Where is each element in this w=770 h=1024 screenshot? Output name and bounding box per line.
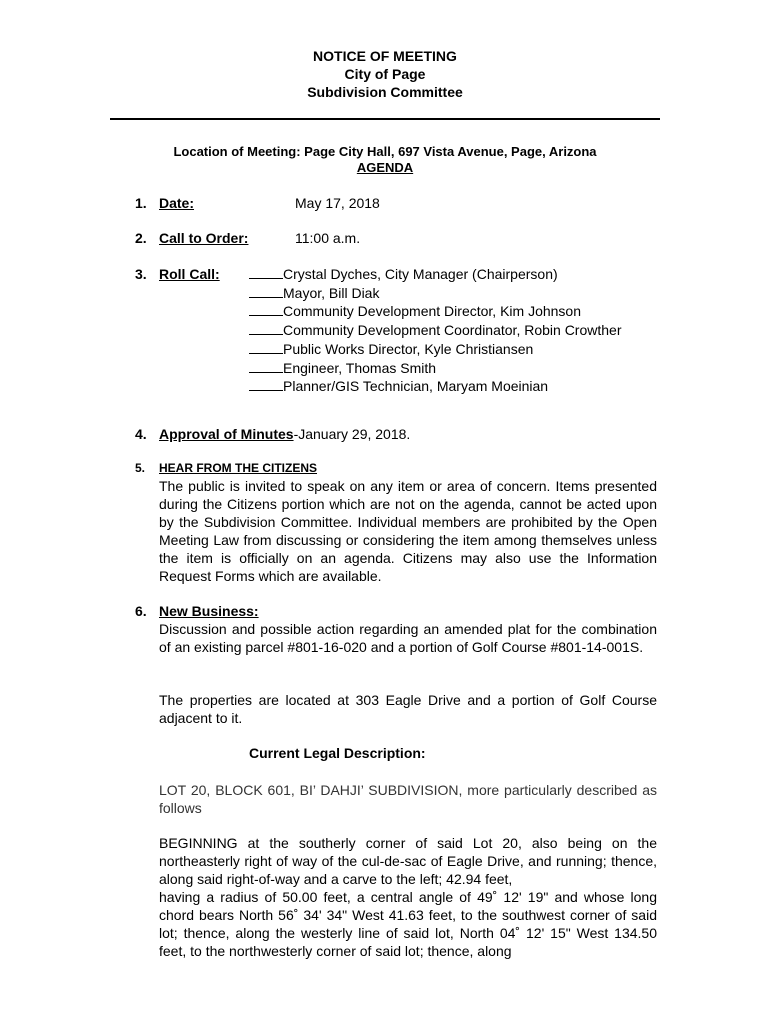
agenda-item-call-to-order <box>135 229 248 247</box>
attendance-blank <box>249 284 283 298</box>
legal-description-part-2: having a radius of 50.00 feet, a central angle of 49˚ 12' 19" and whose long chord bears North 56˚ 34' 34" West 41.63 feet, to the southwest corner of said lot; thence, along the westerly line of said lot, North 04˚ 12' 15" West 134.50 feet, to the northwesterly corner of said lot; thence, along <box>159 889 657 959</box>
minutes-date: -January 29, 2018. <box>293 426 411 442</box>
item-number: 2. <box>135 230 147 246</box>
item-label: HEAR FROM THE CITIZENS <box>159 461 317 475</box>
committee-name: Subdivision Committee <box>307 84 463 100</box>
notice-title: NOTICE OF MEETING <box>313 48 457 64</box>
attendance-blank <box>249 302 283 316</box>
item-number: 5. <box>135 461 146 475</box>
attendance-blank <box>249 321 283 335</box>
roll-call-list <box>249 265 621 396</box>
roll-call-member: Engineer, Thomas Smith <box>249 359 621 378</box>
item-number: 1. <box>135 195 147 211</box>
agenda-item-roll-call <box>135 265 220 283</box>
legal-description-part-1: BEGINNING at the southerly corner of said Lot 20, also being on the northeasterly right of way of the cul-de-sac of Eagle Drive, and running; thence, along said right-of-way and a carve to the left; 42.94 feet, <box>159 835 657 887</box>
roll-call-member: Mayor, Bill Diak <box>249 284 621 303</box>
roll-call-member: Planner/GIS Technician, Maryam Moeinian <box>249 377 621 396</box>
meeting-header <box>0 47 770 101</box>
item-label: Call to Order: <box>159 230 249 246</box>
new-business-paragraph: Discussion and possible action regarding an amended plat for the combination of an existing parcel #801-16-020 and a portion of Golf Course #801-14-001S. <box>159 621 657 655</box>
item-label: Roll Call: <box>159 266 220 282</box>
citizens-paragraph: The public is invited to speak on any item or area of concern. Items presented during the Citizens portion which are not on the agenda, cannot be acted upon by the Subdivision Committee. Individual members are prohibited by the Open Meeting Law from discussing or considering the item among themselves unless the item is officially on an agenda. Citizens may also use the Information Request Forms which are available. <box>159 478 657 584</box>
legal-description-heading: Current Legal Description: <box>249 745 426 761</box>
agenda-item-minutes <box>135 425 410 443</box>
roll-call-member: Public Works Director, Kyle Christiansen <box>249 340 621 359</box>
agenda-item-hear-citizens <box>135 461 317 475</box>
agenda-item-date <box>135 194 194 212</box>
location-text: Location of Meeting: Page City Hall, 697 Vista Avenue, Page, Arizona <box>173 144 597 159</box>
attendance-blank <box>249 265 283 279</box>
attendance-blank <box>249 340 283 354</box>
roll-call-member: Crystal Dyches, City Manager (Chairperson) <box>249 265 621 284</box>
item-number: 6. <box>135 603 147 619</box>
agenda-title: AGENDA <box>356 160 414 175</box>
item-label: Date: <box>159 195 195 211</box>
item-number: 3. <box>135 266 147 282</box>
item-label: New Business: <box>159 603 259 619</box>
attendance-blank <box>249 377 283 391</box>
agenda-item-new-business <box>135 602 259 620</box>
attendance-blank <box>249 359 283 373</box>
roll-call-member: Community Development Coordinator, Robin Crowther <box>249 321 621 340</box>
date-value: May 17, 2018 <box>295 195 380 211</box>
city-name: City of Page <box>344 66 426 82</box>
call-to-order-value: 11:00 a.m. <box>295 230 361 246</box>
roll-call-member: Community Development Director, Kim Johnson <box>249 302 621 321</box>
lot-description: LOT 20, BLOCK 601, BI’ DAHJI’ SUBDIVISION, more particularly described as follows <box>159 782 657 816</box>
meeting-location <box>0 144 770 176</box>
item-number: 4. <box>135 426 147 442</box>
header-divider <box>110 118 660 120</box>
item-label: Approval of Minutes <box>159 426 294 442</box>
properties-paragraph: The properties are located at 303 Eagle Drive and a portion of Golf Course adjacent to it. <box>159 692 657 726</box>
